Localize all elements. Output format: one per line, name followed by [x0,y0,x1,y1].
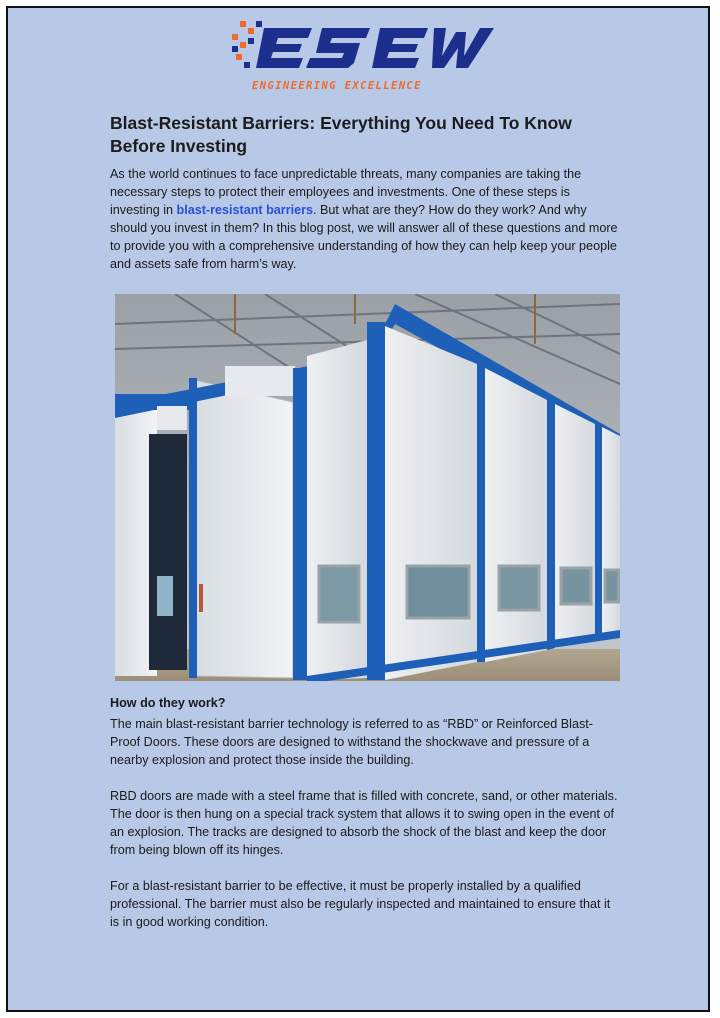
blast-resistant-barriers-link[interactable]: blast-resistant barriers [176,203,314,217]
esew-logo-mark [230,18,500,80]
esew-logo [230,18,500,96]
logo-tagline: ENGINEERING EXCELLENCE [252,80,422,92]
intro-paragraph [110,165,620,273]
body-paragraph: RBD doors are made with a steel frame that is filled with concrete, sand, or other materials. The door is then hung on a special track system that allows it to swing open in the event of an explosion. The tracks are designed to absorb the shock of the blast and keep the door from being blown off its hinges. [110,789,618,857]
blast-barrier-photo [115,294,620,681]
article-title: Blast-Resistant Barriers: Everything You Need To Know Before Investing [110,113,572,156]
barrier-enclosure-image [115,294,620,681]
section-heading: How do they work? [110,696,226,710]
article-intro [110,112,620,273]
body-paragraph: The main blast-resistant barrier technology is referred to as “RBD” or Reinforced Blast-Proof Doors. These doors are designed to withstand the shockwave and pressure of a nearby explosion and protect those inside the building. [110,717,593,767]
document-page [6,6,710,1012]
intro-text-start: As the world continues to face unpredictable threats, many companies are taking the necessary steps to protect their employees and investments. One of these steps is investing in [110,167,582,217]
body-paragraph: For a blast-resistant barrier to be effective, it must be properly installed by a qualified professional. The barrier must also be regularly inspected and maintained to ensure that it is in good working condition. [110,879,611,929]
section-body [110,715,620,931]
intro-text-end: . But what are they? How do they work? And why should you invest in them? In this blog post, we will answer all of these questions and more to provide you with a comprehensive understanding of how they can help keep your people and assets safe from harm’s way. [110,203,618,271]
